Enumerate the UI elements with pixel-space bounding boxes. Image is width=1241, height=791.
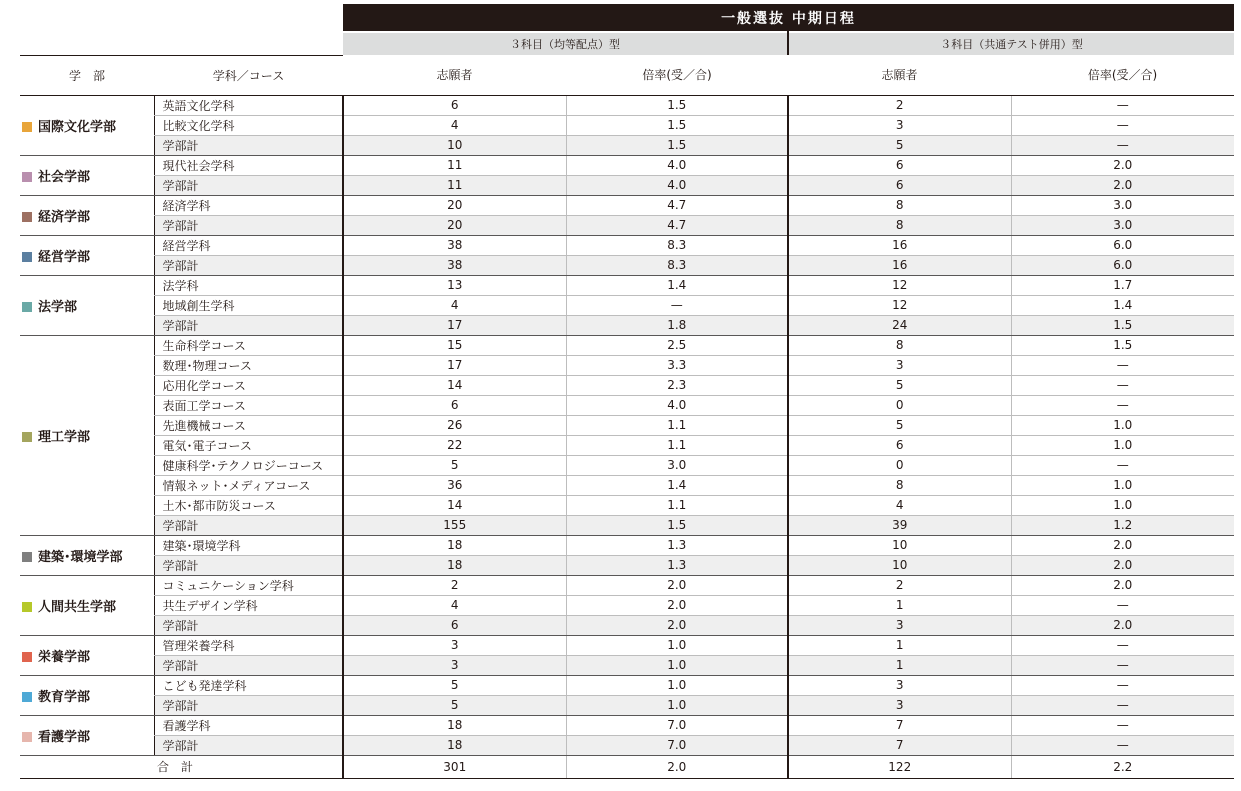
- total-label: 合計: [20, 755, 343, 778]
- faculty-name: 建築･環境学部: [38, 549, 123, 565]
- applicants-b-header: 志願者: [788, 55, 1011, 95]
- dept-name: 学部計: [154, 555, 343, 575]
- applicants-a: 22: [343, 435, 566, 455]
- faculty-color-square-icon: [22, 552, 32, 562]
- applicants-a: 18: [343, 535, 566, 555]
- ratio-b: 3.0: [1011, 215, 1234, 235]
- dept-column-header: 学科／コース: [154, 55, 343, 95]
- applicants-a: 38: [343, 255, 566, 275]
- faculty-color-square-icon: [22, 122, 32, 132]
- table-row: [20, 395, 1234, 415]
- table-row: [20, 235, 1234, 255]
- applicants-a: 4: [343, 595, 566, 615]
- total-ratio-a: 2.0: [566, 755, 788, 778]
- table-row: [20, 455, 1234, 475]
- applicants-a: 36: [343, 475, 566, 495]
- ratio-a: 1.5: [566, 135, 788, 155]
- ratio-b: 2.0: [1011, 615, 1234, 635]
- applicants-a: 4: [343, 115, 566, 135]
- dept-name: 建築･環境学科: [154, 535, 343, 555]
- dept-name: 生命科学コース: [154, 335, 343, 355]
- applicants-b: 0: [788, 455, 1011, 475]
- ratio-b: 1.0: [1011, 475, 1234, 495]
- ratio-b: —: [1011, 115, 1234, 135]
- table-row: [20, 495, 1234, 515]
- faculty-name: 法学部: [38, 299, 78, 315]
- ratio-b: 6.0: [1011, 255, 1234, 275]
- ratio-a: 1.0: [566, 695, 788, 715]
- ratio-b: 1.4: [1011, 295, 1234, 315]
- applicants-b: 6: [788, 175, 1011, 195]
- ratio-a-header: 倍率(受／合): [566, 55, 788, 95]
- applicants-a: 10: [343, 135, 566, 155]
- dept-name: 学部計: [154, 655, 343, 675]
- applicants-a: 3: [343, 655, 566, 675]
- applicants-a: 18: [343, 715, 566, 735]
- ratio-a: 1.4: [566, 475, 788, 495]
- faculty-color-square-icon: [22, 252, 32, 262]
- applicants-b: 16: [788, 255, 1011, 275]
- applicants-a: 18: [343, 735, 566, 755]
- faculty-name: 人間共生学部: [38, 599, 117, 615]
- ratio-b: —: [1011, 735, 1234, 755]
- table-row: [20, 475, 1234, 495]
- faculty-name: 栄養学部: [38, 649, 91, 665]
- table-row: [20, 255, 1234, 275]
- total-row: [20, 755, 1234, 778]
- applicants-a: 14: [343, 495, 566, 515]
- faculty-name: 理工学部: [38, 429, 91, 445]
- ratio-b: —: [1011, 395, 1234, 415]
- applicants-a: 6: [343, 395, 566, 415]
- table-row: [20, 295, 1234, 315]
- dept-name: 学部計: [154, 615, 343, 635]
- applicants-a: 26: [343, 415, 566, 435]
- ratio-b-header: 倍率(受／合): [1011, 55, 1234, 95]
- ratio-b: 1.0: [1011, 415, 1234, 435]
- applicants-a: 14: [343, 375, 566, 395]
- ratio-a: 1.1: [566, 435, 788, 455]
- faculty-color-square-icon: [22, 732, 32, 742]
- faculty-cell: [20, 155, 154, 195]
- ratio-b: 2.0: [1011, 575, 1234, 595]
- faculty-cell: [20, 275, 154, 335]
- table-row: [20, 335, 1234, 355]
- ratio-a: 2.0: [566, 615, 788, 635]
- dept-name: 比較文化学科: [154, 115, 343, 135]
- ratio-a: 1.1: [566, 495, 788, 515]
- ratio-b: —: [1011, 595, 1234, 615]
- table-title: 一般選抜 中期日程: [343, 4, 1234, 32]
- applicants-a: 5: [343, 695, 566, 715]
- dept-name: 経済学科: [154, 195, 343, 215]
- ratio-b: 2.0: [1011, 155, 1234, 175]
- header-blank-2: [20, 32, 343, 55]
- applicants-a: 38: [343, 235, 566, 255]
- table-row: [20, 415, 1234, 435]
- dept-name: こども発達学科: [154, 675, 343, 695]
- ratio-b: 1.2: [1011, 515, 1234, 535]
- dept-name: 情報ネット･メディアコース: [154, 475, 343, 495]
- ratio-a: 1.0: [566, 675, 788, 695]
- faculty-cell: [20, 335, 154, 535]
- table-row: [20, 215, 1234, 235]
- total-applicants-b: 122: [788, 755, 1011, 778]
- ratio-a: 2.5: [566, 335, 788, 355]
- ratio-b: —: [1011, 655, 1234, 675]
- faculty-cell: [20, 635, 154, 675]
- faculty-column-header: 学 部: [20, 55, 154, 95]
- ratio-b: 1.5: [1011, 335, 1234, 355]
- ratio-b: 6.0: [1011, 235, 1234, 255]
- dept-name: 学部計: [154, 695, 343, 715]
- faculty-color-square-icon: [22, 652, 32, 662]
- faculty-cell: [20, 95, 154, 155]
- table-row: [20, 195, 1234, 215]
- ratio-b: —: [1011, 455, 1234, 475]
- dept-name: 学部計: [154, 515, 343, 535]
- applicants-b: 3: [788, 695, 1011, 715]
- ratio-a: 4.0: [566, 175, 788, 195]
- ratio-b: 1.5: [1011, 315, 1234, 335]
- faculty-color-square-icon: [22, 432, 32, 442]
- faculty-name: 社会学部: [38, 169, 91, 185]
- ratio-b: 2.0: [1011, 175, 1234, 195]
- ratio-a: 2.3: [566, 375, 788, 395]
- applicants-b: 12: [788, 295, 1011, 315]
- applicants-a: 3: [343, 635, 566, 655]
- ratio-b: —: [1011, 355, 1234, 375]
- dept-name: 電気･電子コース: [154, 435, 343, 455]
- dept-name: 経営学科: [154, 235, 343, 255]
- applicants-b: 2: [788, 575, 1011, 595]
- total-applicants-a: 301: [343, 755, 566, 778]
- applicants-b: 5: [788, 415, 1011, 435]
- dept-name: 数理･物理コース: [154, 355, 343, 375]
- ratio-b: 2.0: [1011, 555, 1234, 575]
- dept-name: 学部計: [154, 135, 343, 155]
- applicants-b: 8: [788, 195, 1011, 215]
- table-row: [20, 155, 1234, 175]
- table-row: [20, 515, 1234, 535]
- applicants-b: 4: [788, 495, 1011, 515]
- dept-name: 共生デザイン学科: [154, 595, 343, 615]
- applicants-a: 5: [343, 675, 566, 695]
- header-blank: [20, 4, 343, 32]
- table-row: [20, 135, 1234, 155]
- faculty-name: 看護学部: [38, 729, 91, 745]
- dept-name: 応用化学コース: [154, 375, 343, 395]
- dept-name: 学部計: [154, 315, 343, 335]
- dept-name: 学部計: [154, 735, 343, 755]
- applicants-b: 39: [788, 515, 1011, 535]
- applicants-b: 3: [788, 675, 1011, 695]
- ratio-a: 1.3: [566, 535, 788, 555]
- table-row: [20, 355, 1234, 375]
- dept-name: 英語文化学科: [154, 95, 343, 115]
- ratio-a: 1.5: [566, 515, 788, 535]
- faculty-color-square-icon: [22, 692, 32, 702]
- table-row: [20, 175, 1234, 195]
- applicants-a: 155: [343, 515, 566, 535]
- ratio-b: 1.7: [1011, 275, 1234, 295]
- ratio-a: 1.1: [566, 415, 788, 435]
- applicants-b: 10: [788, 555, 1011, 575]
- applicants-b: 7: [788, 735, 1011, 755]
- ratio-a: 7.0: [566, 715, 788, 735]
- dept-name: 健康科学･テクノロジーコース: [154, 455, 343, 475]
- faculty-name: 経済学部: [38, 209, 91, 225]
- applicants-a: 13: [343, 275, 566, 295]
- applicants-b: 3: [788, 115, 1011, 135]
- table-row: [20, 375, 1234, 395]
- dept-name: 地域創生学科: [154, 295, 343, 315]
- table-row: [20, 275, 1234, 295]
- applicants-b: 24: [788, 315, 1011, 335]
- ratio-a: 1.5: [566, 95, 788, 115]
- ratio-a: 2.0: [566, 595, 788, 615]
- ratio-b: —: [1011, 375, 1234, 395]
- applicants-b: 8: [788, 475, 1011, 495]
- ratio-a: 4.7: [566, 215, 788, 235]
- table-row: [20, 115, 1234, 135]
- applicants-a-header: 志願者: [343, 55, 566, 95]
- type-b-header: ３科目（共通テスト併用）型: [788, 32, 1234, 55]
- faculty-name: 国際文化学部: [38, 119, 117, 135]
- ratio-b: —: [1011, 695, 1234, 715]
- applicants-a: 5: [343, 455, 566, 475]
- ratio-b: 3.0: [1011, 195, 1234, 215]
- applicants-b: 2: [788, 95, 1011, 115]
- dept-name: 看護学科: [154, 715, 343, 735]
- ratio-b: —: [1011, 635, 1234, 655]
- table-row: [20, 575, 1234, 595]
- ratio-b: —: [1011, 95, 1234, 115]
- faculty-color-square-icon: [22, 302, 32, 312]
- ratio-a: 3.0: [566, 455, 788, 475]
- table-row: [20, 615, 1234, 635]
- dept-name: 管理栄養学科: [154, 635, 343, 655]
- applicants-a: 11: [343, 175, 566, 195]
- admissions-table: [20, 4, 1234, 779]
- applicants-b: 5: [788, 135, 1011, 155]
- table-row: [20, 715, 1234, 735]
- faculty-cell: [20, 535, 154, 575]
- applicants-b: 8: [788, 335, 1011, 355]
- table-row: [20, 635, 1234, 655]
- applicants-a: 6: [343, 615, 566, 635]
- table-row: [20, 735, 1234, 755]
- applicants-b: 8: [788, 215, 1011, 235]
- ratio-a: 1.5: [566, 115, 788, 135]
- applicants-b: 6: [788, 155, 1011, 175]
- type-a-header: ３科目（均等配点）型: [343, 32, 788, 55]
- faculty-cell: [20, 235, 154, 275]
- faculty-color-square-icon: [22, 602, 32, 612]
- applicants-a: 20: [343, 215, 566, 235]
- applicants-b: 7: [788, 715, 1011, 735]
- applicants-b: 12: [788, 275, 1011, 295]
- ratio-a: 1.0: [566, 635, 788, 655]
- ratio-a: 4.0: [566, 155, 788, 175]
- ratio-a: 8.3: [566, 255, 788, 275]
- dept-name: 学部計: [154, 175, 343, 195]
- faculty-cell: [20, 195, 154, 235]
- ratio-b: —: [1011, 675, 1234, 695]
- ratio-a: 1.0: [566, 655, 788, 675]
- total-ratio-b: 2.2: [1011, 755, 1234, 778]
- applicants-b: 16: [788, 235, 1011, 255]
- ratio-b: 1.0: [1011, 435, 1234, 455]
- table-row: [20, 535, 1234, 555]
- applicants-a: 17: [343, 315, 566, 335]
- table-row: [20, 555, 1234, 575]
- applicants-a: 15: [343, 335, 566, 355]
- faculty-color-square-icon: [22, 172, 32, 182]
- faculty-color-square-icon: [22, 212, 32, 222]
- table-row: [20, 595, 1234, 615]
- table-row: [20, 675, 1234, 695]
- applicants-b: 5: [788, 375, 1011, 395]
- ratio-a: 1.4: [566, 275, 788, 295]
- table-row: [20, 695, 1234, 715]
- ratio-b: —: [1011, 135, 1234, 155]
- faculty-name: 経営学部: [38, 249, 91, 265]
- applicants-a: 18: [343, 555, 566, 575]
- ratio-a: 1.3: [566, 555, 788, 575]
- ratio-b: —: [1011, 715, 1234, 735]
- applicants-b: 0: [788, 395, 1011, 415]
- applicants-b: 3: [788, 355, 1011, 375]
- ratio-a: 4.7: [566, 195, 788, 215]
- applicants-a: 2: [343, 575, 566, 595]
- applicants-b: 1: [788, 655, 1011, 675]
- applicants-b: 10: [788, 535, 1011, 555]
- ratio-a: 4.0: [566, 395, 788, 415]
- dept-name: 表面工学コース: [154, 395, 343, 415]
- ratio-a: 7.0: [566, 735, 788, 755]
- faculty-name: 教育学部: [38, 689, 91, 705]
- ratio-a: —: [566, 295, 788, 315]
- dept-name: 法学科: [154, 275, 343, 295]
- dept-name: 先進機械コース: [154, 415, 343, 435]
- faculty-cell: [20, 675, 154, 715]
- ratio-a: 2.0: [566, 575, 788, 595]
- ratio-b: 1.0: [1011, 495, 1234, 515]
- dept-name: 学部計: [154, 215, 343, 235]
- applicants-a: 6: [343, 95, 566, 115]
- table-row: [20, 435, 1234, 455]
- applicants-a: 11: [343, 155, 566, 175]
- faculty-cell: [20, 715, 154, 755]
- ratio-b: 2.0: [1011, 535, 1234, 555]
- ratio-a: 1.8: [566, 315, 788, 335]
- applicants-b: 3: [788, 615, 1011, 635]
- dept-name: 現代社会学科: [154, 155, 343, 175]
- dept-name: コミュニケーション学科: [154, 575, 343, 595]
- table-row: [20, 95, 1234, 115]
- dept-name: 土木･都市防災コース: [154, 495, 343, 515]
- applicants-a: 4: [343, 295, 566, 315]
- faculty-cell: [20, 575, 154, 635]
- applicants-b: 1: [788, 595, 1011, 615]
- applicants-a: 17: [343, 355, 566, 375]
- applicants-b: 6: [788, 435, 1011, 455]
- applicants-b: 1: [788, 635, 1011, 655]
- ratio-a: 8.3: [566, 235, 788, 255]
- applicants-a: 20: [343, 195, 566, 215]
- ratio-a: 3.3: [566, 355, 788, 375]
- dept-name: 学部計: [154, 255, 343, 275]
- table-row: [20, 315, 1234, 335]
- table-row: [20, 655, 1234, 675]
